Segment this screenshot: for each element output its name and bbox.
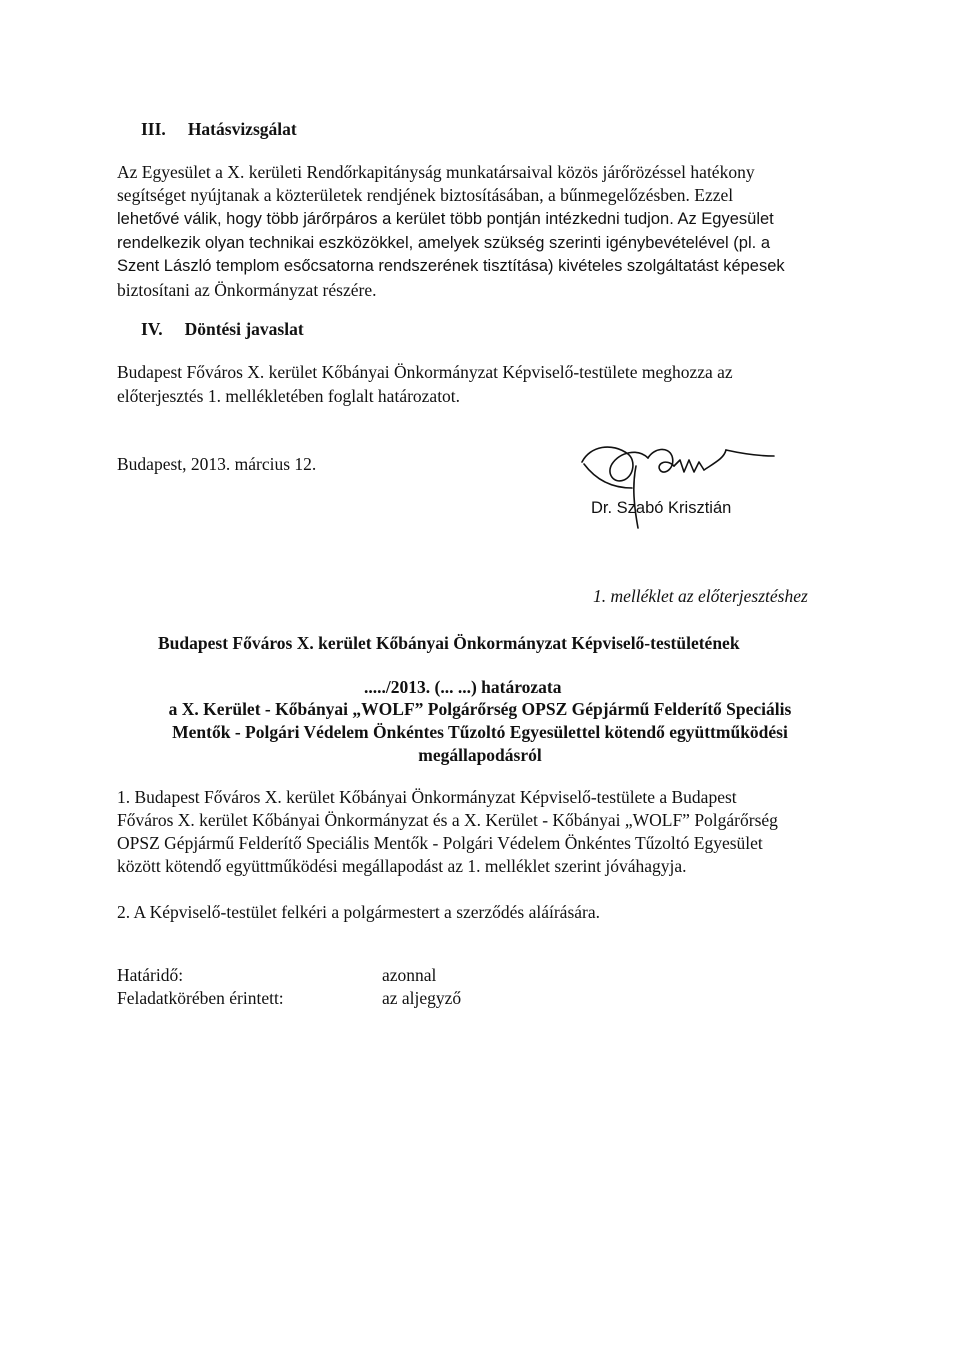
signature-scribble: [576, 436, 786, 536]
signature-name: Dr. Szabó Krisztián: [591, 499, 732, 517]
section-3-line-4: rendelkezik olyan technikai eszközökkel, amelyek szükség szerinti igénybevételével (pl. a: [117, 234, 770, 252]
section-3-line-5: Szent László templom esőcsatorna rendszerének tisztítása) kivételes szolgáltatást képesek: [117, 257, 785, 275]
responsible-value: az aljegyző: [382, 988, 462, 1008]
point-1-line-1: 1. Budapest Főváros X. kerület Kőbányai Önkormányzat Képviselő-testülete a Budapest: [117, 787, 737, 807]
section-4-line-1: Budapest Főváros X. kerület Kőbányai Önkormányzat Képviselő-testülete meghozza az: [117, 362, 733, 382]
section-4-heading: [141, 318, 304, 341]
section-3-title: Hatásvizsgálat: [187, 119, 297, 139]
subject-line-3: megállapodásról: [418, 745, 542, 765]
section-3-line-3: lehetővé válik, hogy több járőrpáros a kerület több pontján intézkedni tudjon. Az Egyesület: [117, 210, 774, 228]
section-3-heading: [141, 118, 297, 141]
annex-body-title: Budapest Főváros X. kerület Kőbányai Önkormányzat Képviselő-testületének: [158, 633, 740, 653]
section-4-number: IV.: [141, 319, 163, 339]
section-3-number: III.: [141, 119, 166, 139]
date-line: Budapest, 2013. március 12.: [117, 454, 317, 474]
section-4-title: Döntési javaslat: [184, 319, 304, 339]
subject-line-2: Mentők - Polgári Védelem Önkéntes Tűzoltó Egyesülettel kötendő együttműködési: [172, 722, 788, 742]
section-4-line-2: előterjesztés 1. mellékletében foglalt határozatot.: [117, 386, 461, 406]
section-3-line-6: biztosítani az Önkormányzat részére.: [117, 280, 377, 300]
point-1-line-4: között kötendő együttműködési megállapodást az 1. melléklet szerint jóváhagyja.: [117, 856, 687, 876]
deadline-label: Határidő:: [117, 965, 184, 985]
resolution-number: ...../2013. (... ...) határozata: [364, 677, 562, 697]
section-3-line-1: Az Egyesület a X. kerületi Rendőrkapitányság munkatársaival közös járőrözéssel hatékony: [117, 162, 755, 182]
point-2: 2. A Képviselő-testület felkéri a polgármestert a szerződés aláírására.: [117, 902, 600, 922]
point-1-line-3: OPSZ Gépjármű Felderítő Speciális Mentők - Polgári Védelem Önkéntes Tűzoltó Egyesület: [117, 833, 763, 853]
deadline-value: azonnal: [382, 965, 437, 985]
point-1-line-2: Főváros X. kerület Kőbányai Önkormányzat és a X. Kerület - Kőbányai „WOLF” Polgárőrség: [117, 810, 778, 830]
section-3-line-2: segítséget nyújtanak a közterületek rendjének biztosításában, a bűnmegelőzésben. Ezzel: [117, 185, 734, 205]
subject-line-1: a X. Kerület - Kőbányai „WOLF” Polgárőrség OPSZ Gépjármű Felderítő Speciális: [168, 699, 792, 719]
responsible-label: Feladatkörében érintett:: [117, 988, 284, 1008]
annex-label: 1. melléklet az előterjesztéshez: [593, 586, 808, 606]
